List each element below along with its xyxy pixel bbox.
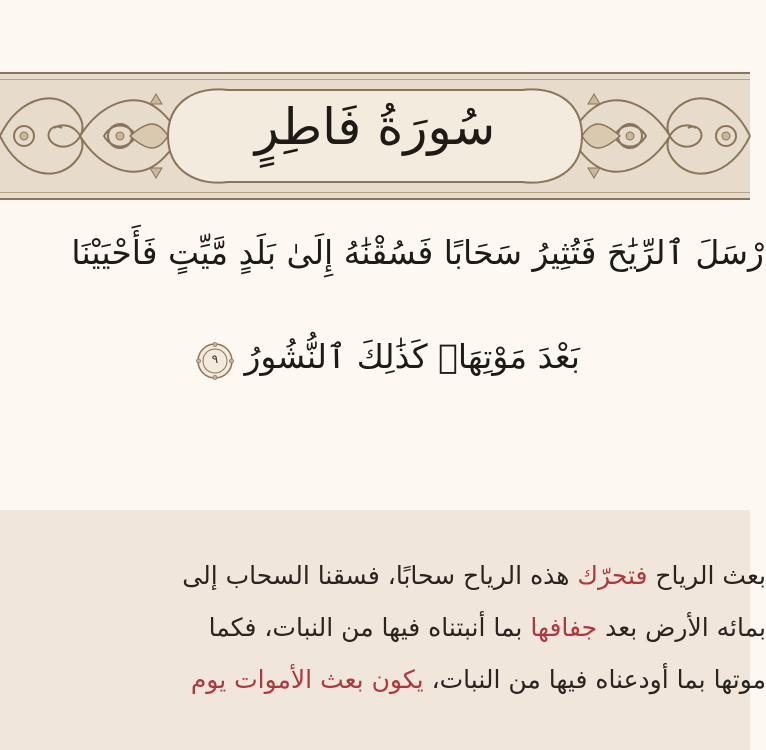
tafsir-panel[interactable] [0, 510, 766, 750]
tafsir-highlight: فتحرّك [577, 561, 648, 590]
tafsir-text: موتها بما أودعناه فيها من النبات، [423, 665, 766, 694]
surah-title: سُورَةُ فَاطِرٍ [254, 98, 496, 156]
tafsir-line [209, 608, 766, 648]
tafsir-text: بما أنبتناه فيها من النبات، فكما [208, 613, 531, 642]
tafsir-line [191, 660, 766, 700]
tafsir-text: هذه الرياح سحابًا، فسقنا السحاب إلى [182, 561, 578, 590]
tafsir-text: بعث الرياح [647, 561, 766, 590]
tafsir-highlight: جفافها [530, 613, 598, 642]
verse-line: رْسَلَ ٱلرِّيَٰحَ فَتُثِيرُ سَحَابًا فَسُقْنَٰهُ إِلَىٰ بَلَدٍ مَّيِّتٍ فَأَحْيَيْنَا [71, 233, 764, 272]
tafsir-text: بمائه الأرض بعد [597, 613, 766, 642]
surah-header-banner [0, 72, 750, 200]
verse-line [190, 328, 580, 386]
ayah-number: ٩ [211, 351, 219, 366]
verse-line-text: بَعْدَ مَوْتِهَاۚ كَذَٰلِكَ ٱلنُّشُورُ [244, 337, 580, 376]
ayah-end-rosette-icon[interactable] [196, 340, 234, 378]
tafsir-line [182, 556, 766, 596]
tafsir-highlight: يكون بعث الأموات يوم [190, 665, 424, 694]
